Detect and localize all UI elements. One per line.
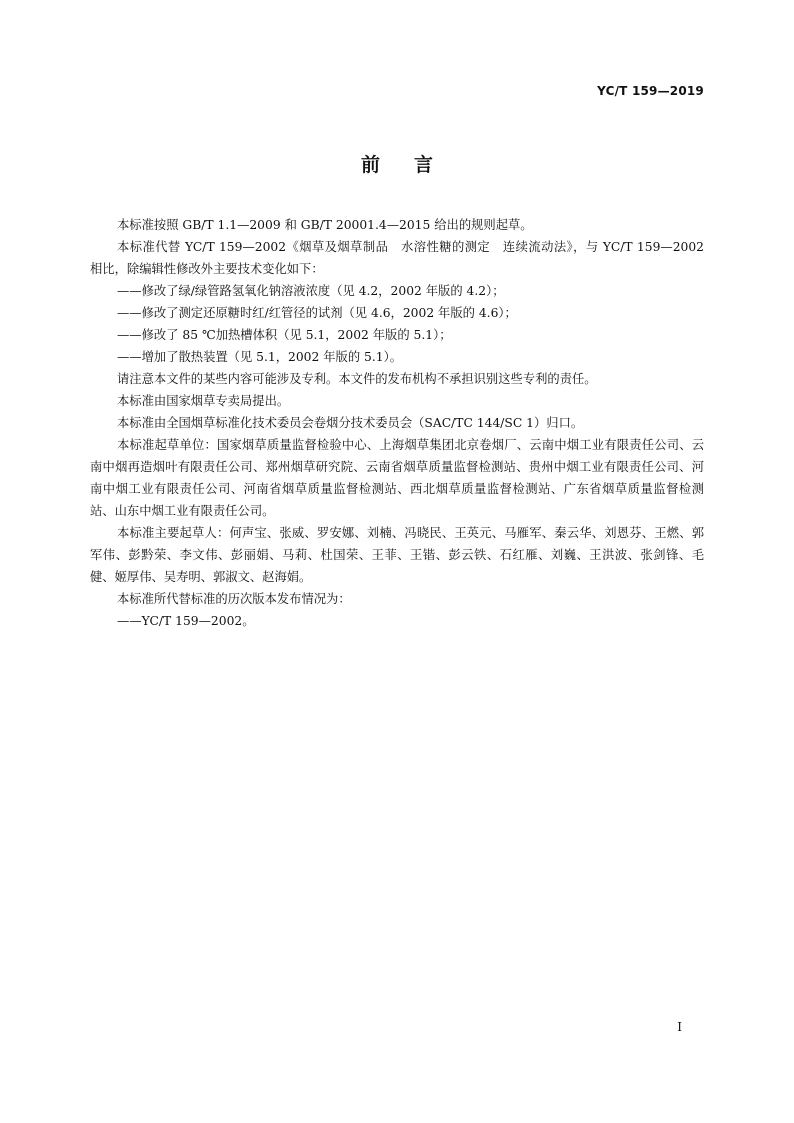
paragraph-drafting-rules: 本标准按照 GB/T 1.1—2009 和 GB/T 20001.4—2015 给出的规则起草。	[117, 218, 533, 232]
page-number: I	[677, 1020, 682, 1034]
paragraph-previous-editions: 本标准所代替标准的历次版本发布情况为：	[117, 592, 351, 606]
change-item: ——修改了 85 ℃加热槽体积（见 5.1，2002 年版的 5.1）；	[117, 328, 452, 342]
change-item: ——修改了测定还原糖时红/红管径的试剂（见 4.6，2002 年版的 4.6）；	[117, 306, 517, 320]
paragraph-under-jurisdiction: 本标准由全国烟草标准化技术委员会卷烟分技术委员会（SAC/TC 144/SC 1）归口。	[117, 416, 584, 430]
previous-edition-item: ——YC/T 159—2002。	[117, 614, 255, 628]
title-char-2: 言	[414, 154, 434, 176]
title-char-1: 前	[360, 154, 380, 176]
paragraph-patent-notice: 请注意本文件的某些内容可能涉及专利。本文件的发布机构不承担识别这些专利的责任。	[117, 372, 597, 386]
paragraph-main-drafters: 本标准主要起草人：何声宝、张威、罗安娜、刘楠、冯晓民、王英元、马雁军、秦云华、刘恩芬、王燃、郭军伟、彭黔荣、李文伟、彭丽娟、马莉、杜国荣、王菲、王锴、彭云铁、石红雁、刘巍、王洪波、张剑锋、毛健、姬厚伟、吴寿明、郭淑文、赵海娟。	[90, 526, 704, 584]
foreword-body	[90, 214, 704, 632]
change-item: ——增加了散热装置（见 5.1，2002 年版的 5.1）。	[117, 350, 403, 364]
page-title	[0, 150, 794, 177]
standard-code-header: YC/T 159—2019	[597, 84, 704, 98]
change-item: ——修改了绿/绿管路氢氧化钠溶液浓度（见 4.2，2002 年版的 4.2）；	[117, 284, 505, 298]
paragraph-replaces: 本标准代替 YC/T 159—2002《烟草及烟草制品 水溶性糖的测定 连续流动法》，与 YC/T 159—2002 相比，除编辑性修改外主要技术变化如下：	[90, 240, 704, 276]
paragraph-drafting-organizations: 本标准起草单位：国家烟草质量监督检验中心、上海烟草集团北京卷烟厂、云南中烟工业有限责任公司、云南中烟再造烟叶有限责任公司、郑州烟草研究院、云南省烟草质量监督检测站、贵州中烟工业有限责任公司、河南中烟工业有限责任公司、河南省烟草质量监督检测站、西北烟草质量监督检测站、广东省烟草质量监督检测站、山东中烟工业有限责任公司。	[90, 438, 704, 518]
paragraph-proposed-by: 本标准由国家烟草专卖局提出。	[117, 394, 290, 408]
